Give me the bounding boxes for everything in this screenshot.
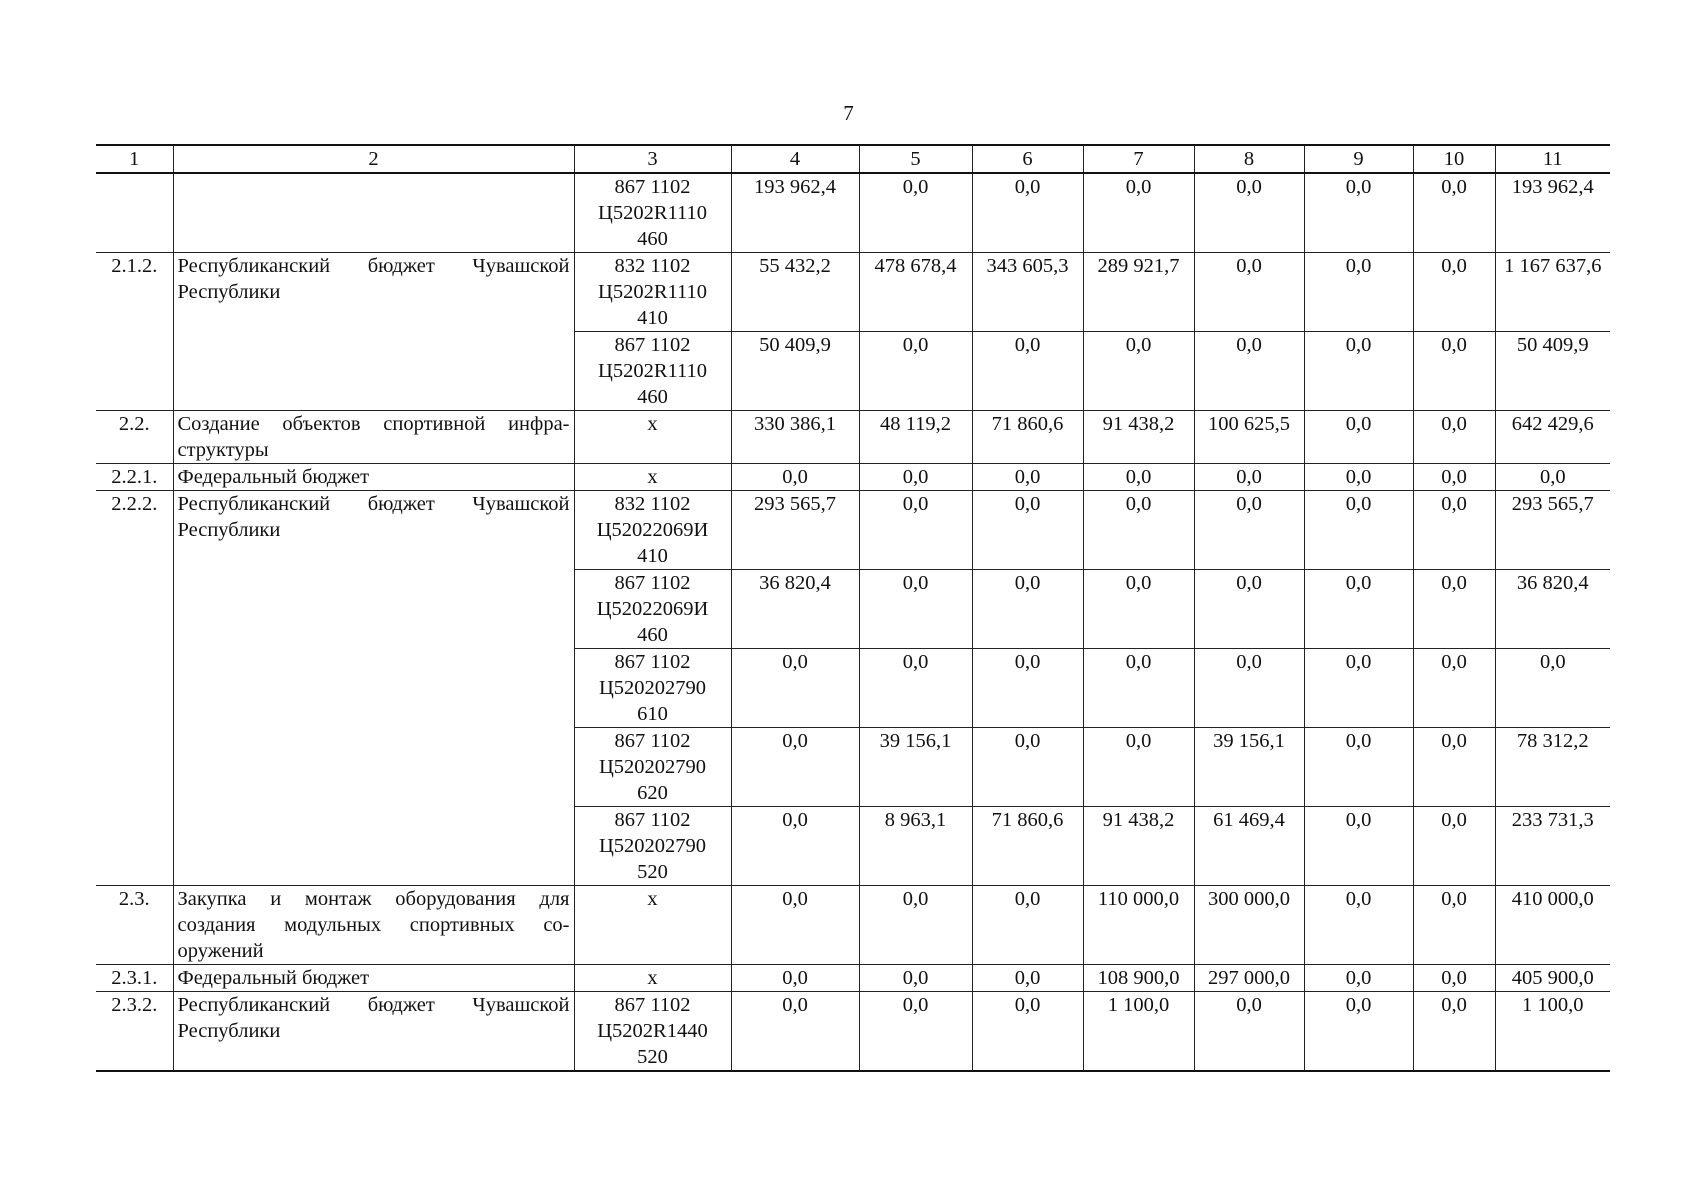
budget-code-line: 867 1102 <box>614 176 691 198</box>
amount-cell: 36 820,4 <box>731 570 859 649</box>
amount-cell: 405 900,0 <box>1495 965 1610 992</box>
row-number: 2.1.2. <box>96 253 173 411</box>
row-name <box>173 173 574 253</box>
budget-code-line: 867 1102 <box>614 572 691 594</box>
budget-code-line: 620 <box>637 782 668 804</box>
budget-code-cell <box>574 992 731 1072</box>
budget-code-line: 520 <box>637 1046 668 1068</box>
amount-cell: 0,0 <box>1194 173 1304 253</box>
amount-cell: 0,0 <box>859 491 972 570</box>
budget-code-line: x <box>647 466 658 488</box>
table-row <box>96 965 1610 992</box>
page-number: 7 <box>843 101 854 125</box>
amount-cell: 0,0 <box>1304 992 1413 1072</box>
amount-cell: 289 921,7 <box>1083 253 1194 332</box>
amount-cell: 0,0 <box>1304 411 1413 464</box>
budget-code-line: 867 1102 <box>614 809 691 831</box>
amount-cell: 108 900,0 <box>1083 965 1194 992</box>
budget-code-line: 832 1102 <box>614 493 691 515</box>
table-row <box>96 886 1610 965</box>
column-header: 3 <box>574 145 731 173</box>
amount-cell: 0,0 <box>1495 464 1610 491</box>
budget-code-line: 832 1102 <box>614 255 691 277</box>
budget-code-line: Ц520202790 <box>598 756 707 778</box>
budget-code-cell <box>574 332 731 411</box>
amount-cell: 0,0 <box>1413 173 1495 253</box>
column-header: 8 <box>1194 145 1304 173</box>
amount-cell: 91 438,2 <box>1083 807 1194 886</box>
row-name: Создание объектов спортивной инфра-структуры <box>173 411 574 464</box>
row-number: 2.2.1. <box>96 464 173 491</box>
column-header: 11 <box>1495 145 1610 173</box>
budget-code-line: x <box>647 967 658 989</box>
amount-cell: 0,0 <box>731 464 859 491</box>
amount-cell: 110 000,0 <box>1083 886 1194 965</box>
amount-cell: 0,0 <box>972 886 1083 965</box>
amount-cell: 71 860,6 <box>972 411 1083 464</box>
amount-cell: 0,0 <box>1495 649 1610 728</box>
column-header: 4 <box>731 145 859 173</box>
row-name: Республиканский бюджет Чувашской Республики <box>173 491 574 886</box>
amount-cell: 0,0 <box>1413 649 1495 728</box>
budget-code-cell <box>574 253 731 332</box>
amount-cell: 91 438,2 <box>1083 411 1194 464</box>
budget-code-line: 460 <box>637 228 668 250</box>
row-number: 2.3.1. <box>96 965 173 992</box>
table-row <box>96 491 1610 570</box>
budget-code-line: 520 <box>637 861 668 883</box>
amount-cell: 330 386,1 <box>731 411 859 464</box>
column-header: 6 <box>972 145 1083 173</box>
budget-code-line: 410 <box>637 307 668 329</box>
amount-cell: 1 167 637,6 <box>1495 253 1610 332</box>
budget-code-cell <box>574 649 731 728</box>
amount-cell: 0,0 <box>731 649 859 728</box>
budget-code-line: 867 1102 <box>614 651 691 673</box>
amount-cell: 71 860,6 <box>972 807 1083 886</box>
row-number: 2.2. <box>96 411 173 464</box>
amount-cell: 1 100,0 <box>1083 992 1194 1072</box>
column-header: 9 <box>1304 145 1413 173</box>
amount-cell: 0,0 <box>972 992 1083 1072</box>
budget-code-line: Ц52022069И <box>596 519 709 541</box>
budget-code-cell <box>574 173 731 253</box>
row-name: Республиканский бюджет Чувашской Республики <box>173 992 574 1072</box>
budget-code-line: 867 1102 <box>614 994 691 1016</box>
amount-cell: 55 432,2 <box>731 253 859 332</box>
amount-cell: 0,0 <box>859 570 972 649</box>
amount-cell: 0,0 <box>731 728 859 807</box>
amount-cell: 0,0 <box>859 886 972 965</box>
amount-cell: 0,0 <box>1194 992 1304 1072</box>
amount-cell: 0,0 <box>1083 173 1194 253</box>
column-header: 2 <box>173 145 574 173</box>
amount-cell: 0,0 <box>1194 253 1304 332</box>
amount-cell: 0,0 <box>972 649 1083 728</box>
amount-cell: 100 625,5 <box>1194 411 1304 464</box>
amount-cell: 0,0 <box>1413 464 1495 491</box>
budget-code-cell <box>574 965 731 992</box>
budget-code-line: Ц520202790 <box>598 835 707 857</box>
budget-code-line: Ц5202R1110 <box>598 360 707 382</box>
amount-cell: 0,0 <box>859 173 972 253</box>
amount-cell: 0,0 <box>859 464 972 491</box>
amount-cell: 0,0 <box>1304 649 1413 728</box>
table-row <box>96 253 1610 332</box>
budget-code-line: 410 <box>637 545 668 567</box>
amount-cell: 0,0 <box>859 992 972 1072</box>
budget-code-cell <box>574 807 731 886</box>
amount-cell: 0,0 <box>859 649 972 728</box>
amount-cell: 0,0 <box>1083 332 1194 411</box>
amount-cell: 0,0 <box>1413 570 1495 649</box>
amount-cell: 0,0 <box>1083 728 1194 807</box>
amount-cell: 0,0 <box>1413 253 1495 332</box>
row-name: Федеральный бюджет <box>173 965 574 992</box>
amount-cell: 410 000,0 <box>1495 886 1610 965</box>
budget-code-line: Ц520202790 <box>598 677 707 699</box>
amount-cell: 1 100,0 <box>1495 992 1610 1072</box>
budget-code-cell <box>574 728 731 807</box>
row-number: 2.2.2. <box>96 491 173 886</box>
amount-cell: 0,0 <box>1413 886 1495 965</box>
budget-code-line: x <box>647 888 658 910</box>
amount-cell: 0,0 <box>972 464 1083 491</box>
table-row <box>96 992 1610 1072</box>
amount-cell: 50 409,9 <box>731 332 859 411</box>
amount-cell: 0,0 <box>972 965 1083 992</box>
row-name: Закупка и монтаж оборудования для создания модульных спортивных со-оружений <box>173 886 574 965</box>
amount-cell: 0,0 <box>1304 491 1413 570</box>
amount-cell: 0,0 <box>1194 570 1304 649</box>
amount-cell: 0,0 <box>731 807 859 886</box>
column-header: 10 <box>1413 145 1495 173</box>
amount-cell: 0,0 <box>1194 491 1304 570</box>
amount-cell: 0,0 <box>1304 464 1413 491</box>
budget-table <box>96 144 1610 1072</box>
amount-cell: 0,0 <box>1083 649 1194 728</box>
amount-cell: 0,0 <box>1083 570 1194 649</box>
amount-cell: 39 156,1 <box>1194 728 1304 807</box>
row-number: 2.3.2. <box>96 992 173 1072</box>
amount-cell: 0,0 <box>1304 253 1413 332</box>
amount-cell: 0,0 <box>1304 886 1413 965</box>
amount-cell: 478 678,4 <box>859 253 972 332</box>
column-header: 5 <box>859 145 972 173</box>
amount-cell: 0,0 <box>972 728 1083 807</box>
amount-cell: 0,0 <box>1083 491 1194 570</box>
budget-code-cell <box>574 570 731 649</box>
amount-cell: 0,0 <box>1413 992 1495 1072</box>
row-name: Федеральный бюджет <box>173 464 574 491</box>
amount-cell: 78 312,2 <box>1495 728 1610 807</box>
amount-cell: 0,0 <box>859 332 972 411</box>
amount-cell: 0,0 <box>1304 807 1413 886</box>
budget-code-line: 610 <box>637 703 668 725</box>
row-number <box>96 173 173 253</box>
amount-cell: 0,0 <box>1194 332 1304 411</box>
amount-cell: 293 565,7 <box>731 491 859 570</box>
budget-code-cell <box>574 886 731 965</box>
amount-cell: 0,0 <box>1413 411 1495 464</box>
amount-cell: 0,0 <box>1304 965 1413 992</box>
amount-cell: 0,0 <box>1304 728 1413 807</box>
amount-cell: 0,0 <box>1194 464 1304 491</box>
amount-cell: 0,0 <box>1413 491 1495 570</box>
amount-cell: 0,0 <box>1304 173 1413 253</box>
table-row <box>96 411 1610 464</box>
budget-code-line: 867 1102 <box>614 730 691 752</box>
amount-cell: 642 429,6 <box>1495 411 1610 464</box>
amount-cell: 300 000,0 <box>1194 886 1304 965</box>
budget-code-line: 460 <box>637 624 668 646</box>
amount-cell: 293 565,7 <box>1495 491 1610 570</box>
budget-code-cell <box>574 411 731 464</box>
amount-cell: 39 156,1 <box>859 728 972 807</box>
amount-cell: 0,0 <box>1413 728 1495 807</box>
row-number: 2.3. <box>96 886 173 965</box>
amount-cell: 0,0 <box>972 570 1083 649</box>
amount-cell: 0,0 <box>731 886 859 965</box>
amount-cell: 0,0 <box>1304 332 1413 411</box>
amount-cell: 193 962,4 <box>1495 173 1610 253</box>
amount-cell: 0,0 <box>1304 570 1413 649</box>
row-name: Республиканский бюджет Чувашской Республики <box>173 253 574 411</box>
budget-code-line: Ц5202R1110 <box>598 281 707 303</box>
budget-code-cell <box>574 491 731 570</box>
amount-cell: 0,0 <box>1413 965 1495 992</box>
amount-cell: 8 963,1 <box>859 807 972 886</box>
column-header: 1 <box>96 145 173 173</box>
budget-code-line: Ц52022069И <box>596 598 709 620</box>
budget-code-line: Ц5202R1440 <box>597 1020 708 1042</box>
column-header: 7 <box>1083 145 1194 173</box>
amount-cell: 297 000,0 <box>1194 965 1304 992</box>
amount-cell: 50 409,9 <box>1495 332 1610 411</box>
amount-cell: 0,0 <box>731 992 859 1072</box>
budget-code-line: x <box>647 413 658 435</box>
amount-cell: 0,0 <box>972 332 1083 411</box>
amount-cell: 193 962,4 <box>731 173 859 253</box>
amount-cell: 343 605,3 <box>972 253 1083 332</box>
amount-cell: 48 119,2 <box>859 411 972 464</box>
amount-cell: 0,0 <box>731 965 859 992</box>
budget-code-cell <box>574 464 731 491</box>
amount-cell: 61 469,4 <box>1194 807 1304 886</box>
amount-cell: 0,0 <box>972 491 1083 570</box>
amount-cell: 0,0 <box>859 965 972 992</box>
table-row <box>96 173 1610 253</box>
amount-cell: 0,0 <box>1194 649 1304 728</box>
table-header-row <box>96 145 1610 173</box>
budget-code-line: 867 1102 <box>614 334 691 356</box>
table-row <box>96 464 1610 491</box>
budget-code-line: 460 <box>637 386 668 408</box>
amount-cell: 0,0 <box>1413 332 1495 411</box>
amount-cell: 233 731,3 <box>1495 807 1610 886</box>
amount-cell: 36 820,4 <box>1495 570 1610 649</box>
amount-cell: 0,0 <box>972 173 1083 253</box>
amount-cell: 0,0 <box>1413 807 1495 886</box>
budget-code-line: Ц5202R1110 <box>598 202 707 224</box>
amount-cell: 0,0 <box>1083 464 1194 491</box>
